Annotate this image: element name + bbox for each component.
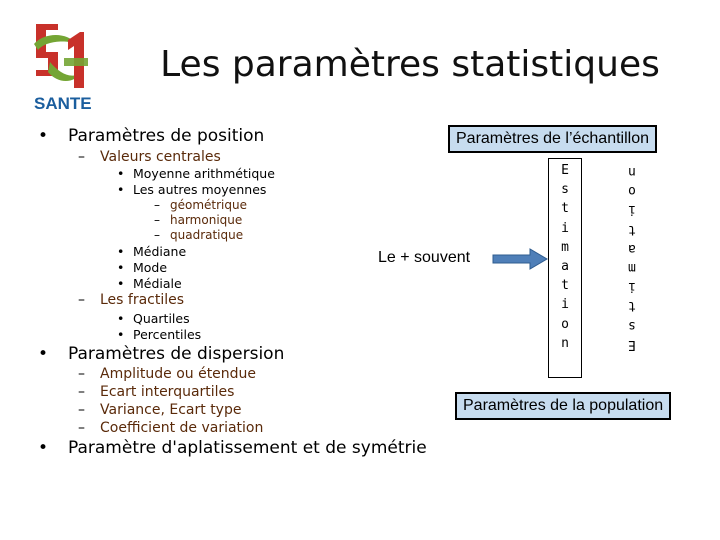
estimation-letter-mirrored: t: [628, 298, 636, 314]
bullet: •: [117, 182, 125, 197]
item-amplitude-label: Amplitude ou étendue: [100, 366, 257, 382]
item-dispersion-label: Paramètres de dispersion: [68, 344, 285, 364]
estimation-letter: i: [561, 220, 569, 236]
dash: –: [78, 149, 85, 165]
dash: –: [78, 366, 85, 382]
item-mediale: [117, 276, 182, 291]
estimation-letter: s: [561, 182, 569, 198]
item-variance: [78, 402, 242, 418]
estimation-letter-mirrored: a: [628, 241, 636, 257]
bullet: •: [38, 126, 49, 146]
dash: –: [78, 420, 85, 436]
item-quadratique: [154, 228, 244, 242]
item-aplatissement: [38, 438, 427, 458]
estimation-letter: t: [561, 278, 569, 294]
item-mediane-label: Médiane: [133, 244, 187, 259]
estimation-mirrored: [616, 162, 648, 382]
logo-label: SANTE: [34, 94, 92, 113]
estimation-letter-mirrored: i: [628, 279, 636, 295]
arrow-right-icon: [492, 248, 548, 270]
estimation-letter: o: [561, 316, 569, 332]
estimation-letter-mirrored: m: [628, 260, 636, 276]
item-aplatissement-label: Paramètre d'aplatissement et de symétrie: [68, 438, 427, 458]
item-centrales-label: Valeurs centrales: [100, 149, 221, 165]
bullet: •: [117, 311, 125, 326]
item-moyenne-arith: [117, 166, 275, 181]
item-mode: [117, 260, 168, 275]
population-box: Paramètres de la population: [455, 392, 671, 420]
item-variance-label: Variance, Ecart type: [100, 402, 242, 418]
item-autres-moyennes: [117, 182, 267, 197]
bullet: •: [117, 276, 125, 291]
estimation-letter: t: [561, 201, 569, 217]
item-fractiles: [78, 292, 185, 308]
estimation-letter: n: [561, 335, 569, 351]
dash: –: [154, 228, 160, 242]
item-ecart-iq-label: Ecart interquartiles: [100, 384, 235, 400]
estimation-letter-mirrored: n: [628, 164, 636, 180]
item-quadratique-label: quadratique: [170, 228, 244, 242]
estimation-letter: E: [561, 163, 569, 178]
estimation-letter-mirrored: t: [628, 221, 636, 237]
item-mediane: [117, 244, 187, 259]
item-amplitude: [78, 366, 257, 382]
souvent-label: Le + souvent: [378, 249, 471, 266]
bullet: •: [117, 260, 125, 275]
item-position-label: Paramètres de position: [68, 126, 265, 146]
dash: –: [154, 213, 160, 227]
bullet: •: [38, 344, 49, 364]
item-mediale-label: Médiale: [133, 276, 182, 291]
estimation-letter-mirrored: i: [628, 202, 636, 218]
estimation-letter-mirrored: E: [628, 337, 636, 353]
item-geometrique-label: géométrique: [170, 198, 247, 212]
item-ecart-iq: [78, 384, 235, 400]
estimation-box: [548, 158, 582, 378]
item-autres-moyennes-label: Les autres moyennes: [133, 182, 267, 197]
item-coef-var: [78, 420, 264, 436]
bullet: •: [117, 327, 125, 342]
estimation-letter-mirrored: o: [628, 183, 636, 199]
item-moyenne-arith-label: Moyenne arithmétique: [133, 166, 275, 181]
dash: –: [154, 198, 160, 212]
dash: –: [78, 292, 85, 308]
page-title: Les paramètres statistiques: [160, 44, 660, 85]
bullet: •: [38, 438, 49, 458]
item-geometrique: [154, 198, 247, 212]
estimation-letter: a: [561, 259, 569, 275]
item-harmonique: [154, 213, 243, 227]
item-percentiles-label: Percentiles: [133, 327, 202, 342]
item-coef-var-label: Coefficient de variation: [100, 420, 264, 436]
item-quartiles-label: Quartiles: [133, 311, 190, 326]
item-position: [38, 126, 265, 146]
dash: –: [78, 384, 85, 400]
estimation-letters: [549, 159, 581, 353]
item-fractiles-label: Les fractiles: [100, 292, 185, 308]
item-centrales: [78, 149, 221, 165]
item-percentiles: [117, 327, 202, 342]
estimation-letters-mirrored: [616, 162, 648, 354]
bullet: •: [117, 244, 125, 259]
estimation-letter-mirrored: s: [628, 317, 636, 333]
echantillon-box: Paramètres de l’échantillon: [448, 125, 657, 153]
dash: –: [78, 402, 85, 418]
estimation-letter: i: [561, 297, 569, 313]
item-harmonique-label: harmonique: [170, 213, 243, 227]
item-dispersion: [38, 344, 285, 364]
estimation-letter: m: [561, 239, 569, 255]
logo: [24, 18, 104, 116]
item-mode-label: Mode: [133, 260, 168, 275]
bullet: •: [117, 166, 125, 181]
item-quartiles: [117, 311, 190, 326]
